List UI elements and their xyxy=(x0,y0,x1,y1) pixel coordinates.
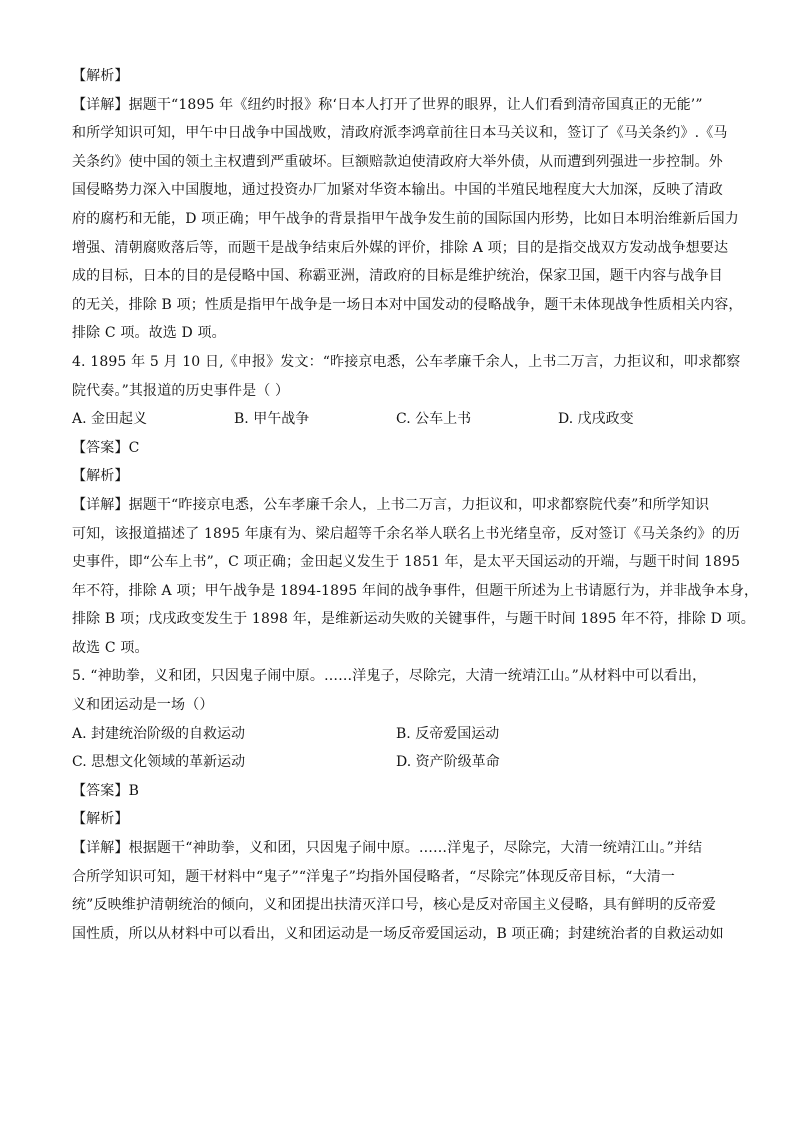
q3-detail-line: 排除 C 项。故选 D 项。 xyxy=(72,325,226,342)
q3-detail-line: 的无关，排除 B 项；性质是指甲午战争是一场日本对中国发动的侵略战争，题干未体现战争性质相关内容， xyxy=(72,296,743,313)
q3-detail-line: 和所学知识可知，甲午中日战争中国战败，清政府派李鸿章前往日本马关议和，签订了《马关条约》.《马 xyxy=(72,125,728,142)
q4-option-d: D. 戊戌政变 xyxy=(558,411,634,428)
q5-option-a: A. 封建统治阶级的自救运动 xyxy=(72,725,246,742)
q5-detail-line: 国性质，所以从材料中可以看出，义和团运动是一场反帝爱国运动，B 项正确；封建统治者的自救运动如 xyxy=(72,925,724,942)
q5-option-b: B. 反帝爱国运动 xyxy=(396,725,500,742)
q4-detail-line: 排除 B 项；戊戌政变发生于 1898 年，是维新运动失败的关键事件，与题干时间 1895 年不符，排除 D 项。 xyxy=(72,611,755,628)
q4-detail-line: 年不符，排除 A 项；甲午战争是 1894-1895 年间的战争事件，但题干所述为上书请愿行为，并非战争本身， xyxy=(72,582,759,599)
q3-detail-line: 府的腐朽和无能，D 项正确；甲午战争的背景指甲午战争发生前的国际国内形势，比如日本明治维新后国力 xyxy=(72,210,739,227)
q3-detail-line: 【详解】据题干“1895 年《纽约时报》称‘日本人打开了世界的眼界，让人们看到清帝国真正的无能’” xyxy=(72,96,703,113)
q5-detail-line: 【详解】根据题干“神助拳，义和团，只因鬼子闹中原。……洋鬼子，尽除完，大清一统靖江山。”并结 xyxy=(72,840,703,857)
q5-options-row-1 xyxy=(72,720,732,749)
q4-stem-line: 4. 1895 年 5 月 10 日,《申报》发文：“昨接京电悉，公车孝廉千余人，上书二万言，力拒议和，叩求都察 xyxy=(72,353,741,370)
q3-detail-line: 国侵略势力深入中国腹地，通过投资办厂加紧对华资本输出。中国的半殖民地程度大大加深，反映了清政 xyxy=(72,182,723,199)
q4-detail-line: 【详解】据题干“昨接京电悉，公车孝廉千余人，上书二万言，力拒议和，叩求都察院代奏”和所学知识 xyxy=(72,496,710,513)
q5-analysis-label: 【解析】 xyxy=(72,811,129,828)
q5-answer: 【答案】B xyxy=(72,782,140,799)
q4-analysis-label: 【解析】 xyxy=(72,468,129,485)
q4-detail-line: 可知，该报道描述了 1895 年康有为、梁启超等千余名举人联名上书光绪皇帝，反对签订《马关条约》的历 xyxy=(72,525,741,542)
q3-detail-line: 增强、清朝腐败落后等，而题干是战争结束后外媒的评价，排除 A 项；目的是指交战双方发动战争想要达 xyxy=(72,239,729,256)
q4-option-a: A. 金田起义 xyxy=(72,411,148,428)
q3-analysis-label: 【解析】 xyxy=(72,68,129,84)
q5-detail-line: 合所学知识可知，题干材料中“鬼子”“洋鬼子”均指外国侵略者，“尽除完”体现反帝目标，“大清一 xyxy=(72,868,675,885)
q4-option-b: B. 甲午战争 xyxy=(234,411,310,428)
q4-detail-line: 故选 C 项。 xyxy=(72,639,149,656)
q5-option-d: D. 资产阶级革命 xyxy=(396,754,500,771)
q5-options-row-2 xyxy=(72,748,732,777)
q3-detail-line: 成的目标，日本的目的是侵略中国、称霸亚洲，清政府的目标是维护统治，保家卫国，题干内容与战争目 xyxy=(72,268,723,285)
q5-stem-line: 义和团运动是一场（） xyxy=(72,697,214,714)
q5-stem-line: 5. “神助拳，义和团，只因鬼子闹中原。……洋鬼子，尽除完，大清一统靖江山。”从材料中可以看出， xyxy=(72,668,707,685)
q5-detail-line: 统”反映维护清朝统治的倾向，义和团提出扶清灭洋口号，核心是反对帝国主义侵略，具有鲜明的反帝爱 xyxy=(72,897,717,914)
q4-option-c: C. 公车上书 xyxy=(396,411,472,428)
q4-answer: 【答案】C xyxy=(72,439,140,456)
q4-options xyxy=(72,405,732,434)
q3-detail-line: 关条约》使中国的领土主权遭到严重破坏。巨额赔款迫使清政府大举外债，从而遭到列强进一步控制。外 xyxy=(72,153,723,170)
q4-detail-line: 史事件，即“公车上书”，C 项正确；金田起义发生于 1851 年，是太平天国运动的开端，与题干时间 1895 xyxy=(72,554,741,571)
q5-option-c: C. 思想文化领域的革新运动 xyxy=(72,754,246,771)
document-page xyxy=(72,62,759,948)
q4-stem-line: 院代奏。”其报道的历史事件是（ ） xyxy=(72,382,290,399)
